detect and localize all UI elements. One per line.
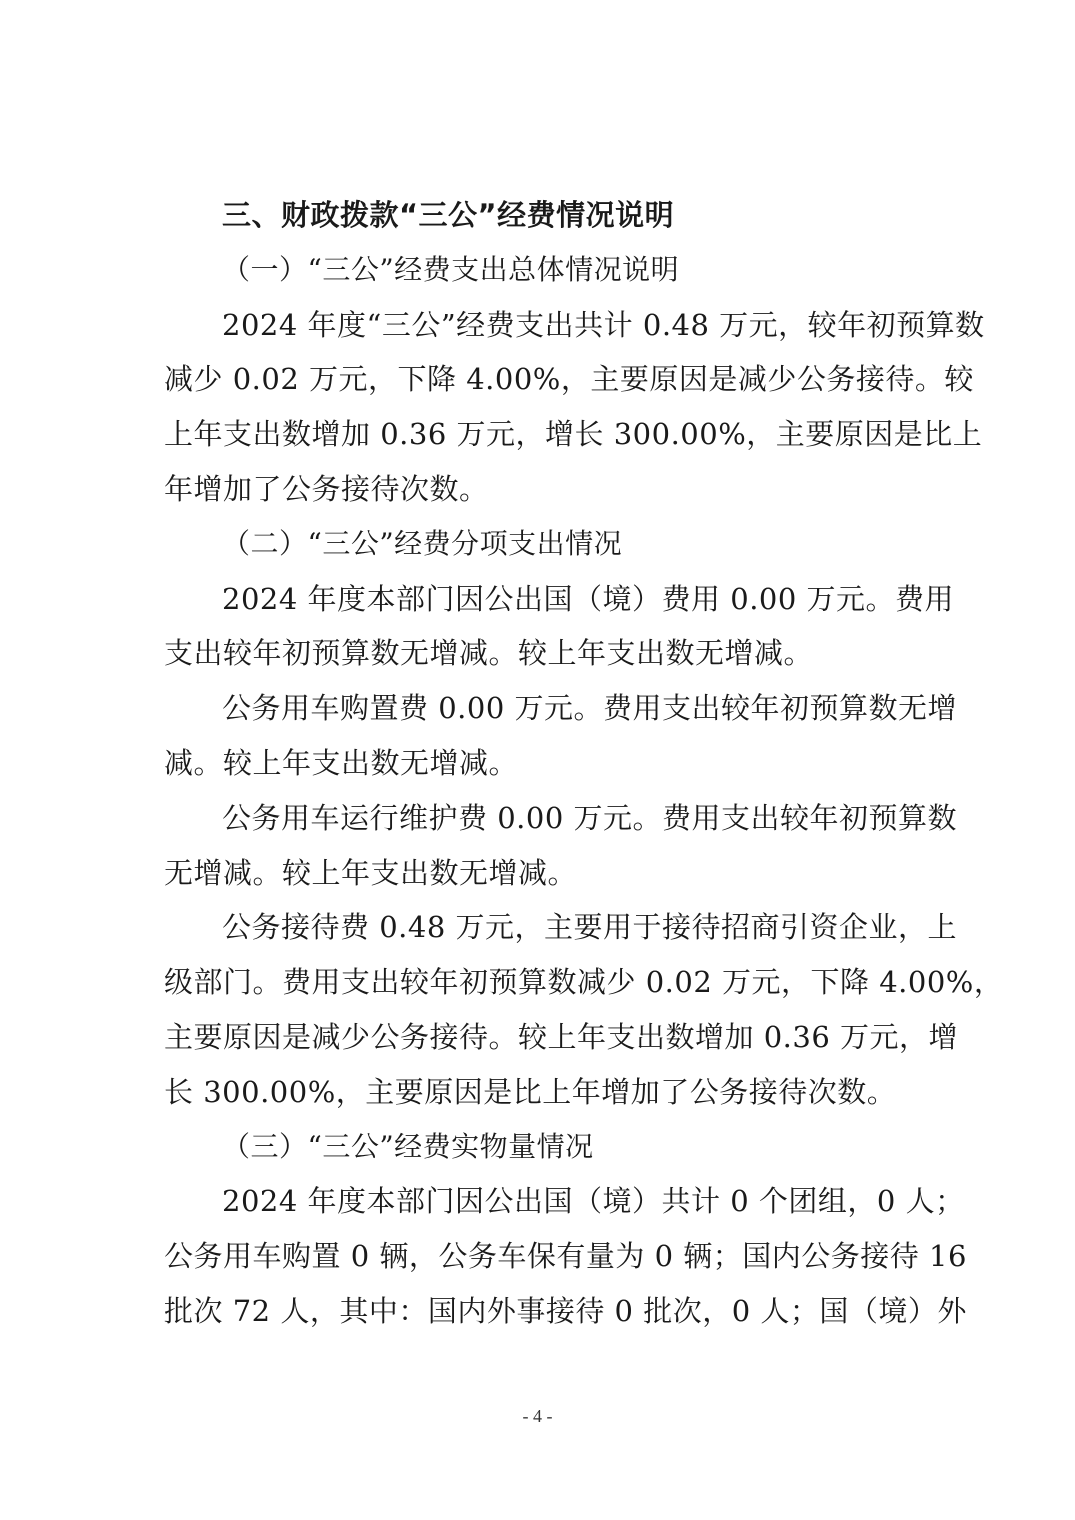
paragraph-line: 公务接待费 0.48 万元，主要用于接待招商引资企业，上 xyxy=(222,910,958,945)
paragraph-line: 公务用车购置费 0.00 万元。费用支出较年初预算数无增 xyxy=(222,691,958,726)
subsection-heading-physical: （三）“三公”经费实物量情况 xyxy=(222,1129,594,1163)
subsection-heading-itemized: （二）“三公”经费分项支出情况 xyxy=(222,526,623,560)
paragraph-line: 无增减。较上年支出数无增减。 xyxy=(164,855,578,890)
paragraph-line: 公务用车运行维护费 0.00 万元。费用支出较年初预算数 xyxy=(222,800,958,835)
paragraph-line: 批次 72 人，其中：国内外事接待 0 批次，0 人；国（境）外 xyxy=(164,1293,967,1328)
paragraph-line: 主要原因是减少公务接待。较上年支出数增加 0.36 万元，增 xyxy=(164,1019,959,1054)
paragraph-line: 减。较上年支出数无增减。 xyxy=(164,745,519,780)
paragraph-line: 减少 0.02 万元，下降 4.00%，主要原因是减少公务接待。较 xyxy=(164,362,974,397)
paragraph-line: 2024 年度本部门因公出国（境）费用 0.00 万元。费用 xyxy=(222,581,955,616)
paragraph-line: 长 300.00%，主要原因是比上年增加了公务接待次数。 xyxy=(164,1074,897,1109)
paragraph-line: 级部门。费用支出较年初预算数减少 0.02 万元，下降 4.00%， xyxy=(164,965,1004,1000)
document-body xyxy=(164,188,1004,1339)
paragraph-line: 上年支出数增加 0.36 万元，增长 300.00%，主要原因是比上 xyxy=(164,417,983,452)
paragraph-line: 年增加了公务接待次数。 xyxy=(164,471,489,506)
page-number: - 4 - xyxy=(522,1406,553,1426)
subsection-heading-overall: （一）“三公”经费支出总体情况说明 xyxy=(222,252,680,286)
section-heading: 三、财政拨款“三公”经费情况说明 xyxy=(222,198,675,232)
paragraph-line: 2024 年度本部门因公出国（境）共计 0 个团组，0 人； xyxy=(222,1184,965,1219)
paragraph-line: 公务用车购置 0 辆，公务车保有量为 0 辆；国内公务接待 16 xyxy=(164,1239,967,1274)
paragraph-line: 支出较年初预算数无增减。较上年支出数无增减。 xyxy=(164,636,814,671)
paragraph-line: 2024 年度“三公”经费支出共计 0.48 万元，较年初预算数 xyxy=(222,307,985,342)
